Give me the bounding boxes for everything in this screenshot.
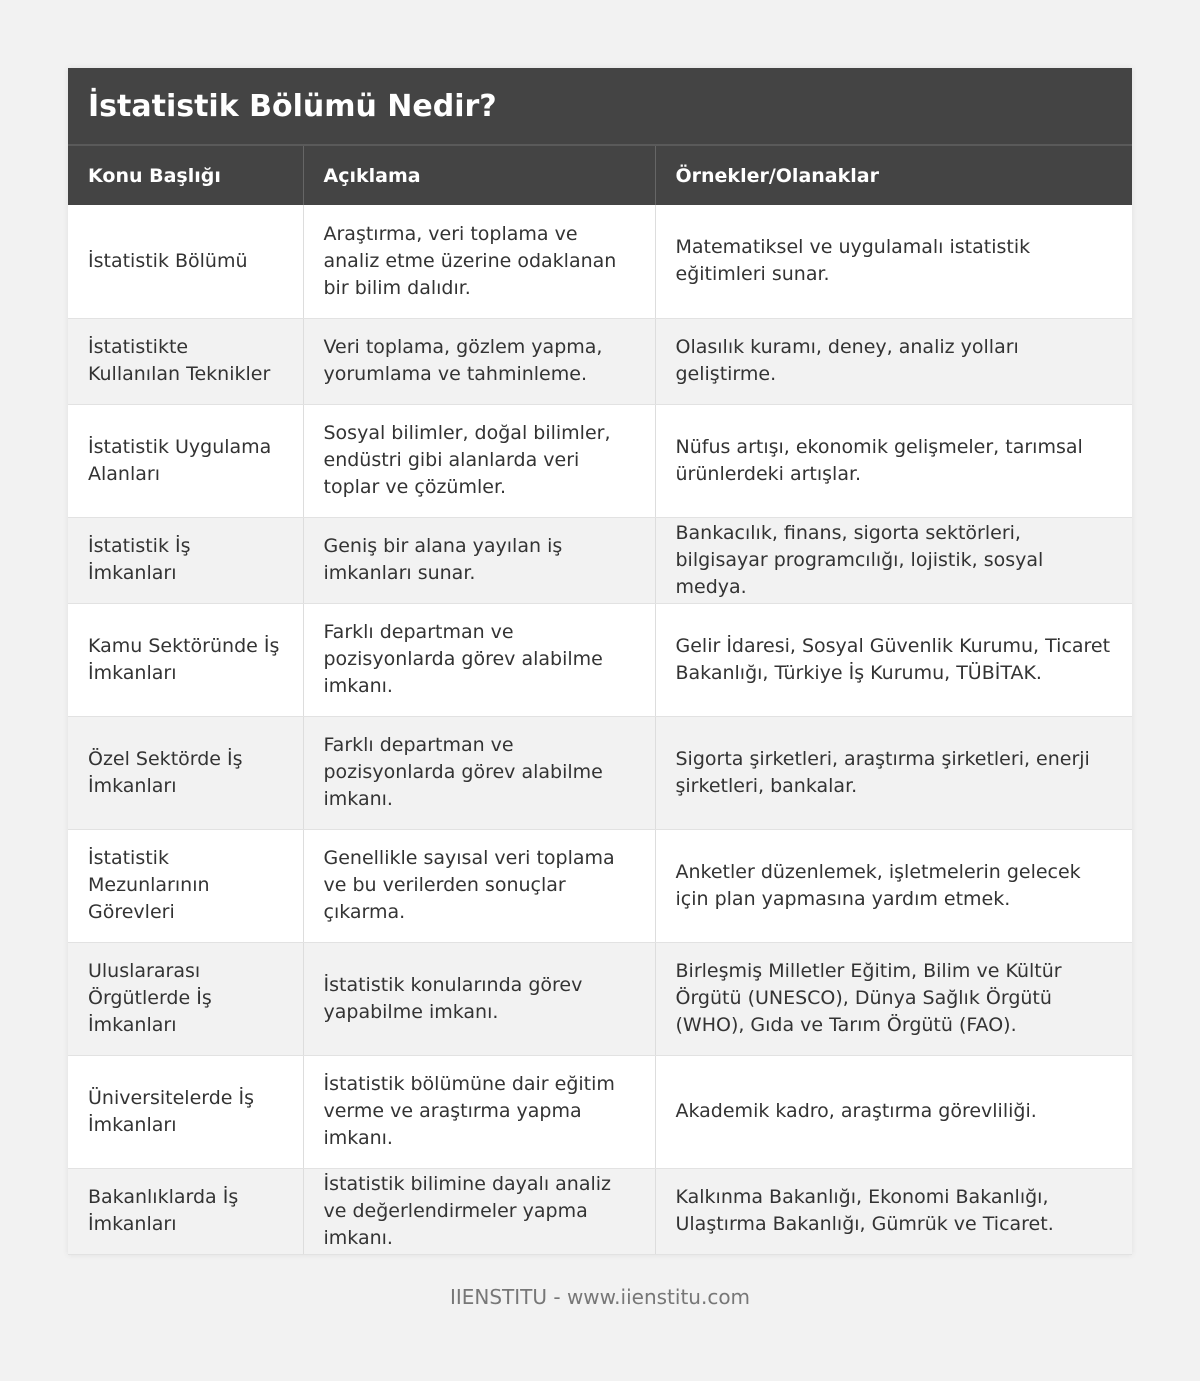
cell-description: Sosyal bilimler, doğal bilimler, endüstri gibi alanlarda veri toplar ve çözümler. [303,404,655,517]
cell-description: İstatistik konularında görev yapabilme imkanı. [303,942,655,1055]
column-header-description: Açıklama [303,145,655,205]
table-row [68,1055,1132,1168]
cell-examples: Olasılık kuramı, deney, analiz yolları geliştirme. [655,318,1132,404]
table-row [68,603,1132,716]
cell-examples: Kalkınma Bakanlığı, Ekonomi Bakanlığı, Ulaştırma Bakanlığı, Gümrük ve Ticaret. [655,1168,1132,1254]
cell-examples: Nüfus artışı, ekonomik gelişmeler, tarımsal ürünlerdeki artışlar. [655,404,1132,517]
table-row [68,829,1132,942]
cell-topic: İstatistik Mezunlarının Görevleri [68,829,303,942]
table-row [68,716,1132,829]
cell-topic: İstatistik Uygulama Alanları [68,404,303,517]
page-title: İstatistik Bölümü Nedir? [68,68,1132,144]
cell-description: Genellikle sayısal veri toplama ve bu verilerden sonuçlar çıkarma. [303,829,655,942]
column-header-topic: Konu Başlığı [68,145,303,205]
table-row [68,517,1132,603]
table-row [68,205,1132,318]
cell-topic: İstatistikte Kullanılan Teknikler [68,318,303,404]
cell-description: İstatistik bölümüne dair eğitim verme ve araştırma yapma imkanı. [303,1055,655,1168]
cell-examples: Sigorta şirketleri, araştırma şirketleri, enerji şirketleri, bankalar. [655,716,1132,829]
table-row [68,404,1132,517]
cell-examples: Matematiksel ve uygulamalı istatistik eğitimleri sunar. [655,205,1132,318]
cell-examples: Gelir İdaresi, Sosyal Güvenlik Kurumu, Ticaret Bakanlığı, Türkiye İş Kurumu, TÜBİTAK. [655,603,1132,716]
column-header-examples: Örnekler/Olanaklar [655,145,1132,205]
cell-examples: Akademik kadro, araştırma görevliliği. [655,1055,1132,1168]
cell-examples: Bankacılık, finans, sigorta sektörleri, bilgisayar programcılığı, lojistik, sosyal medya. [655,517,1132,603]
cell-description: İstatistik bilimine dayalı analiz ve değerlendirmeler yapma imkanı. [303,1168,655,1254]
cell-description: Veri toplama, gözlem yapma, yorumlama ve tahminleme. [303,318,655,404]
cell-topic: Üniversitelerde İş İmkanları [68,1055,303,1168]
cell-topic: İstatistik İş İmkanları [68,517,303,603]
cell-topic: Bakanlıklarda İş İmkanları [68,1168,303,1254]
content-card [68,68,1132,1255]
table-row [68,318,1132,404]
info-table [68,144,1132,1255]
cell-examples: Birleşmiş Milletler Eğitim, Bilim ve Kültür Örgütü (UNESCO), Dünya Sağlık Örgütü (WHO), Gıda ve Tarım Örgütü (FAO). [655,942,1132,1055]
cell-description: Farklı departman ve pozisyonlarda görev alabilme imkanı. [303,603,655,716]
cell-topic: Özel Sektörde İş İmkanları [68,716,303,829]
cell-topic: Uluslararası Örgütlerde İş İmkanları [68,942,303,1055]
cell-description: Geniş bir alana yayılan iş imkanları sunar. [303,517,655,603]
cell-topic: İstatistik Bölümü [68,205,303,318]
table-row [68,942,1132,1055]
cell-description: Araştırma, veri toplama ve analiz etme üzerine odaklanan bir bilim dalıdır. [303,205,655,318]
table-row [68,1168,1132,1254]
cell-description: Farklı departman ve pozisyonlarda görev alabilme imkanı. [303,716,655,829]
cell-examples: Anketler düzenlemek, işletmelerin gelecek için plan yapmasına yardım etmek. [655,829,1132,942]
table-header-row [68,145,1132,205]
footer-credit: IIENSTITU - www.iienstitu.com [449,1285,751,1309]
cell-topic: Kamu Sektöründe İş İmkanları [68,603,303,716]
